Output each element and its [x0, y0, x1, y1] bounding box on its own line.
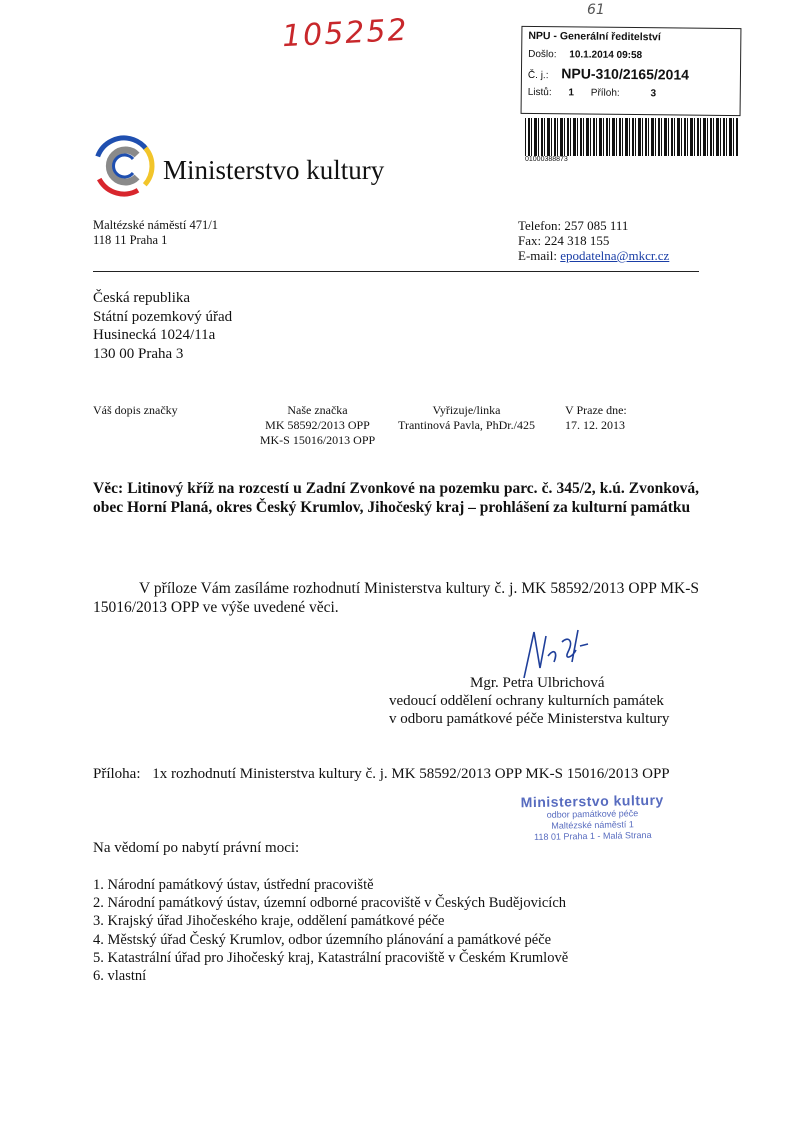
phone: Telefon: 257 085 111: [518, 218, 629, 233]
ministry-address: [93, 218, 218, 248]
date-value: 17. 12. 2013: [565, 418, 625, 432]
signer-name: Mgr. Petra Ulbrichová: [470, 675, 605, 691]
subject-text: Litinový kříž na rozcestí u Zadní Zvonkové na pozemku parc. č. 345/2, k.ú. Zvonková, obec Horní Planá, okres Český Krumlov, Jihočeský kraj – prohlášení za kulturní památku: [93, 480, 699, 516]
list-item: 3. Krajský úřad Jihočeského kraje, oddělení památkové péče: [93, 913, 445, 930]
ref-value: NPU-310/2165/2014: [561, 65, 690, 83]
stamp-line: Maltézské náměstí 1: [551, 819, 634, 831]
body-paragraph: V příloze Vám zasíláme rozhodnutí Ministerstva kultury č. j. MK 58592/2013 OPP MK-S 15016/2013 OPP ve výše uvedené věci.: [93, 580, 699, 616]
registry-office: NPU - Generální ředitelství: [528, 29, 661, 44]
email-label: E-mail:: [518, 248, 557, 263]
copies-heading: Na vědomí po nabytí právní moci:: [93, 840, 300, 856]
our-ref-1: MK 58592/2013 OPP: [265, 418, 370, 432]
attachment: [93, 765, 699, 784]
list-item: 4. Městský úřad Český Krumlov, odbor územního plánování a památkové péče: [93, 931, 552, 948]
received-label: Došlo:: [528, 48, 557, 61]
email-row: [518, 248, 669, 263]
handler-value: Trantinová Pavla, PhDr./425: [398, 418, 535, 432]
address-line: 118 11 Praha 1: [93, 233, 168, 247]
ministry-name: Ministerstvo kultury: [163, 155, 385, 185]
recipient-line: Husinecká 1024/11a: [93, 327, 216, 343]
header-divider: [93, 271, 699, 272]
subject-label: Věc:: [93, 480, 124, 497]
date-block: [565, 403, 627, 433]
our-ref-label: Naše značka: [287, 403, 348, 417]
recipient-line: Česká republika: [93, 290, 191, 306]
attachment-text: 1x rozhodnutí Ministerstva kultury č. j. MK 58592/2013 OPP MK-S 15016/2013 OPP: [152, 766, 670, 782]
our-ref-2: MK-S 15016/2013 OPP: [259, 433, 376, 447]
handler-label: Vyřizuje/linka: [432, 403, 501, 417]
stamp-line: odbor památkové péče: [546, 808, 639, 820]
your-ref-label: Váš dopis značky: [93, 403, 178, 417]
registry-ref-row: [528, 65, 689, 83]
department-stamp: [505, 791, 681, 843]
attachments-value: 3: [650, 88, 657, 100]
list-item: 1. Národní památkový ústav, ústřední pracoviště: [93, 877, 374, 893]
stamp-line: 118 01 Praha 1 - Malá Strana: [534, 829, 652, 843]
handler-block: [389, 403, 544, 433]
signer-title-1: vedoucí oddělení ochrany kulturních památek: [389, 693, 664, 709]
signer-title-2: v odboru památkové péče Ministerstva kultury: [389, 711, 670, 727]
signature-scribble: [510, 622, 590, 680]
fax: Fax: 224 318 155: [518, 233, 610, 248]
attachments-label: Příloh:: [590, 87, 620, 99]
recipient-line: 130 00 Praha 3: [93, 345, 184, 362]
handwritten-corner-mark: 61: [587, 2, 605, 18]
registry-sheets-row: [528, 87, 656, 99]
list-item: 2. Národní památkový ústav, územní odborné pracoviště v Českých Budějovicích: [93, 895, 567, 912]
ministry-contacts: [518, 218, 669, 263]
copies-list: [93, 876, 568, 985]
list-item: 6. vlastní: [93, 968, 147, 985]
attachment-label: Příloha:: [93, 766, 141, 782]
received-value: 10.1.2014 09:58: [569, 49, 643, 62]
stamp-line: Ministerstvo kultury: [520, 791, 664, 811]
date-label: V Praze dne:: [565, 403, 627, 417]
barcode: [525, 118, 738, 156]
our-ref-block: [250, 403, 385, 448]
recipient-line: Státní pozemkový úřad: [93, 308, 233, 325]
registry-received-row: [528, 49, 642, 61]
handwritten-number: 105252: [281, 12, 410, 55]
ministry-logo-icon: [93, 135, 155, 197]
email-link[interactable]: epodatelna@mkcr.cz: [560, 248, 670, 263]
list-item: 5. Katastrální úřad pro Jihočeský kraj, Katastrální pracoviště v Českém Krumlově: [93, 949, 569, 966]
sheets-value: 1: [568, 87, 575, 99]
registry-stamp: [521, 26, 742, 116]
recipient-address: [93, 289, 232, 363]
subject: [93, 479, 699, 517]
barcode-number: 01000388873: [525, 156, 568, 163]
ref-label: Č. j.:: [527, 69, 549, 82]
sheets-label: Listů:: [527, 86, 552, 99]
address-line: Maltézské náměstí 471/1: [93, 218, 218, 232]
